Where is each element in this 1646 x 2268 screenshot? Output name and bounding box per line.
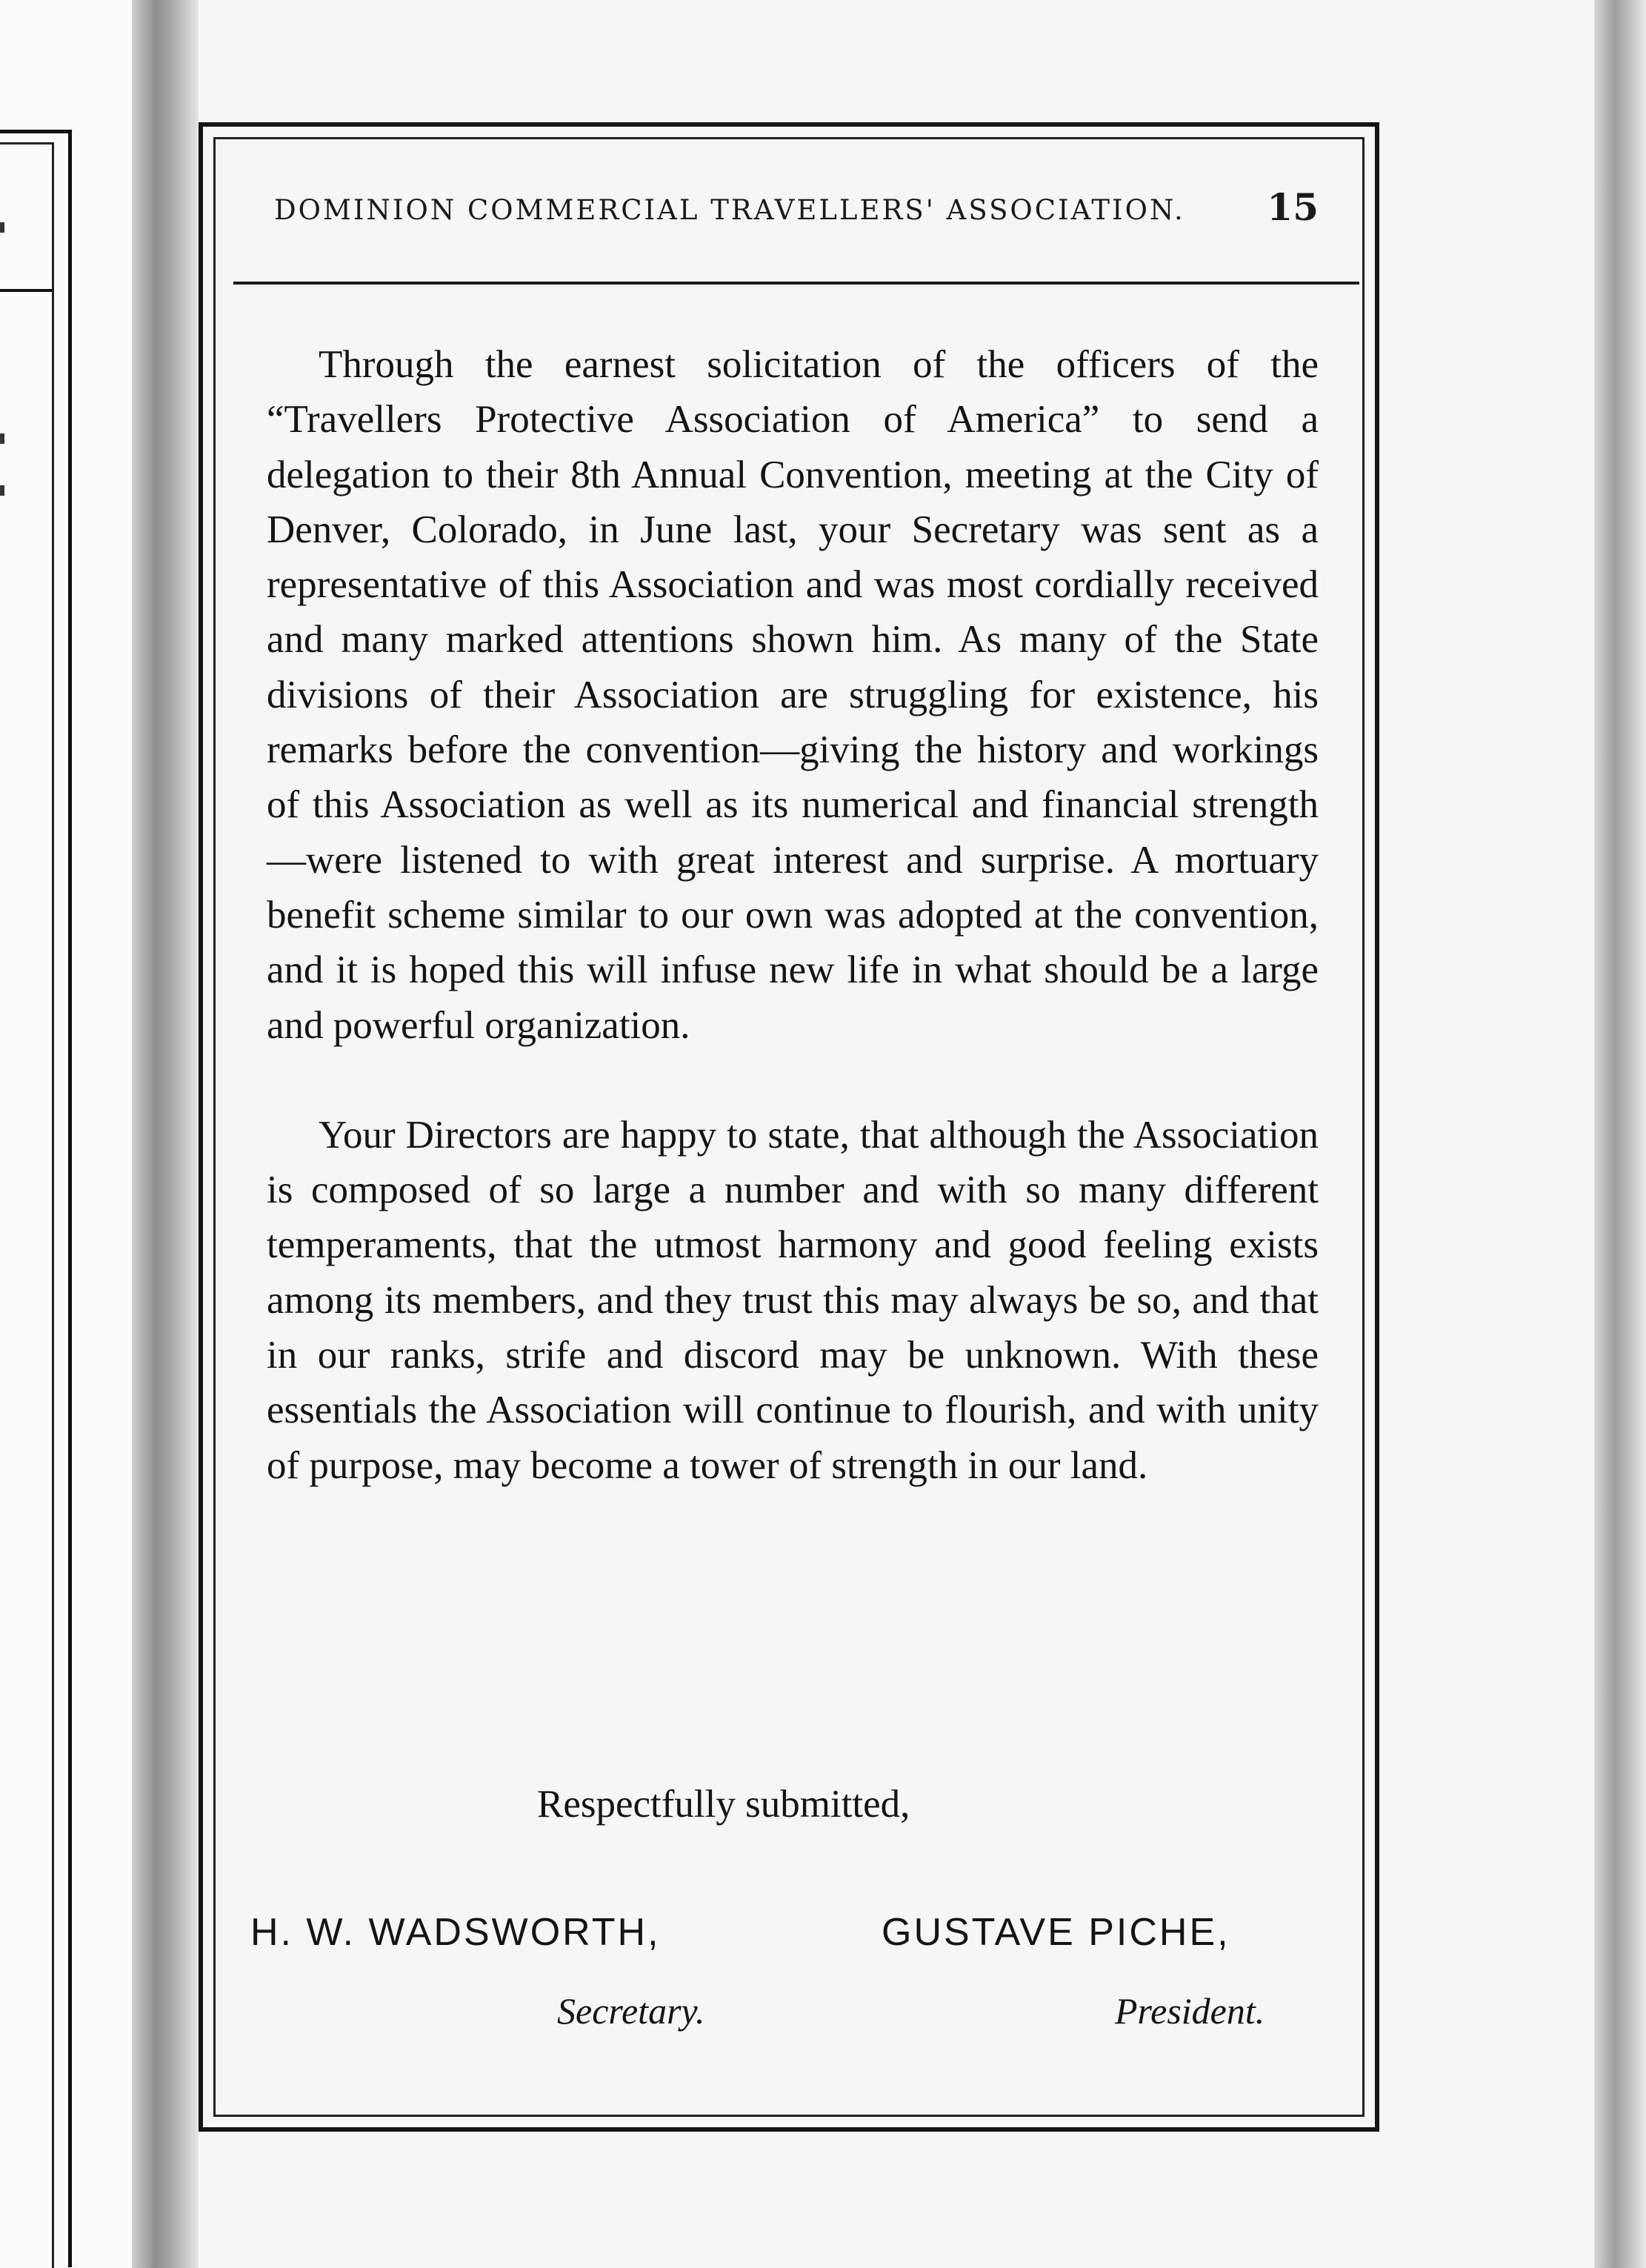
- facing-page-rule: [0, 289, 52, 292]
- running-head: [274, 185, 1319, 237]
- president-title: President.: [1115, 1990, 1265, 2032]
- paragraph-directors: Your Directors are happy to state, that although the Association is composed of so large a number and with so many different temperaments, that the utmost harmony and good feeling exists among its members, and they trust this may always be so, and that in our ranks, strife and discord may be unknown. With these essentials the Association will continue to flourish, and with unity of purpose, may become a tower of strength in our land.: [267, 1113, 1319, 1487]
- facing-page-edge: [0, 0, 148, 2268]
- paragraph-delegation: Through the earnest solicitation of the officers of the “Travellers Protective Association of America” to send a delegation to their 8th Annual Convention, meeting at the City of Denver, Colorado, in June last, your Secretary was sent as a representative of this Association and was most cordially received and many marked attentions shown him. As many of the State divisions of their Association are struggling for existence, his remarks before the convention—giving the history and workings of this Association as well as its numerical and financial strength—were listened to with great interest and surprise. A mortuary benefit scheme similar to our own was adopted at the convention, and it is hoped this will infuse new life in what should be a large and powerful organization.: [267, 343, 1319, 1047]
- facing-page-mark: [0, 485, 4, 496]
- header-rule: [233, 282, 1359, 285]
- secretary-name: H. W. WADSWORTH,: [250, 1911, 661, 1954]
- closing-line: Respectfully submitted,: [537, 1783, 910, 1826]
- running-title: DOMINION COMMERCIAL TRAVELLERS' ASSOCIATION.: [274, 194, 1185, 226]
- facing-page-mark: [0, 433, 4, 444]
- book-gutter: [132, 0, 199, 2268]
- facing-page-mark: [0, 222, 4, 233]
- facing-page-inner-border: [0, 142, 54, 2268]
- secretary-title: Secretary.: [557, 1990, 705, 2032]
- page-edge: [1594, 0, 1646, 2268]
- page-number: 15: [1267, 185, 1319, 229]
- report-body: [267, 337, 1319, 1493]
- president-name: GUSTAVE PICHE,: [882, 1911, 1230, 1954]
